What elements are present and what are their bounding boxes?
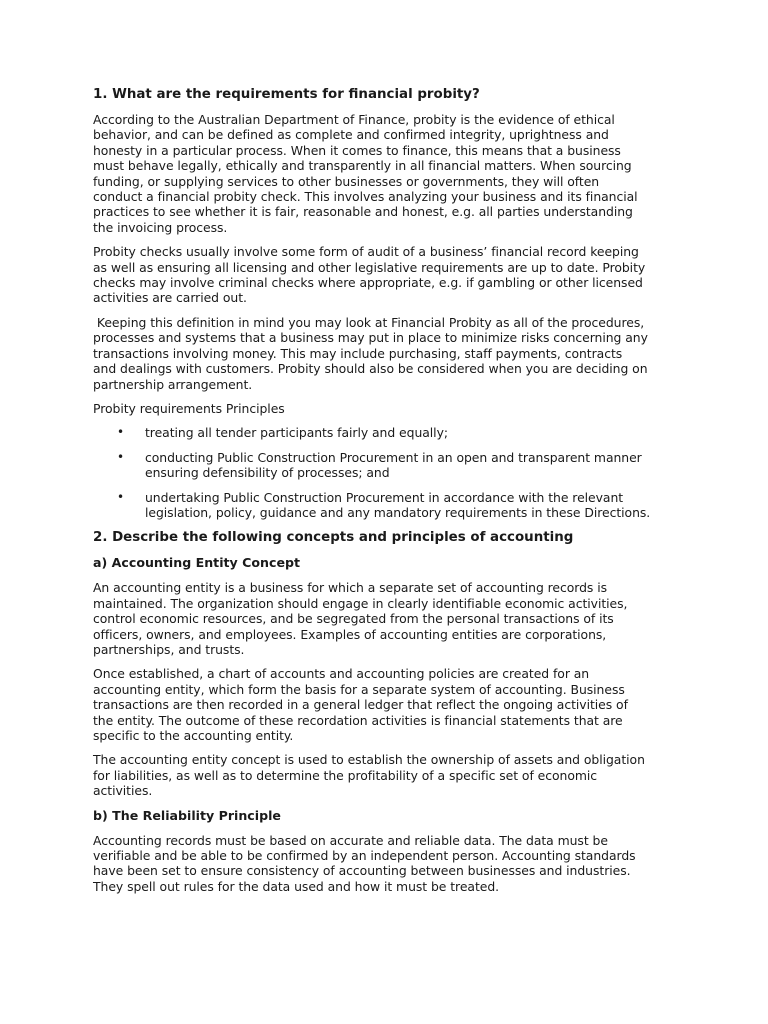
text-line: Probity requirements Principles [93,400,285,416]
text-line: behavior, and can be defined as complete and confirmed integrity, uprightness and [93,127,609,143]
text-line: The accounting entity concept is used to establish the ownership of assets and obligation [93,752,645,768]
text-line: transactions involving money. This may include purchasing, staff payments, contracts [93,345,623,361]
list-item [93,450,683,481]
chart-of-accounts-paragraph [93,666,683,743]
text-line: the invoicing process. [93,219,228,235]
bullet-icon: • [117,489,125,504]
probity-checks-paragraph [93,244,683,306]
accounting-entity-heading: a) Accounting Entity Concept [93,555,301,571]
text-line: legislation, policy, guidance and any mandatory requirements in these Directions. [145,504,651,520]
probity-principles-list [93,425,683,520]
text-line: Once established, a chart of accounts and accounting policies are created for an [93,666,590,682]
section-1-heading: 1. What are the requirements for financial probity? [93,87,480,102]
text-line: funding, or supplying services to other businesses or governments, they will often [93,173,600,189]
entity-concept-usage-paragraph [93,752,683,798]
text-line: conduct a financial probity check. This involves analyzing your business and its financial [93,189,638,205]
text-line: Probity checks usually involve some form of audit of a business’ financial record keeping [93,244,639,260]
text-line: processes and systems that a business may put in place to minimize risks concerning any [93,330,648,346]
text-line: have been set to ensure consistency of accounting between businesses and industries. [93,863,631,879]
text-line: Accounting records must be based on accurate and reliable data. The data must be [93,832,608,848]
reliability-principle-heading: b) The Reliability Principle [93,807,281,823]
text-line: partnerships, and trusts. [93,641,245,657]
accounting-entity-paragraph [93,580,683,657]
text-line: activities are carried out. [93,290,247,306]
text-line: officers, owners, and employees. Examples of accounting entities are corporations, [93,626,607,642]
text-line: maintained. The organization should engage in clearly identifiable economic activities, [93,595,628,611]
bullet-icon: • [117,449,125,464]
text-line: for liabilities, as well as to determine the profitability of a specific set of economic [93,767,598,783]
text-line: accounting entity, which form the basis for a separate system of accounting. Business [93,681,625,697]
text-line: must behave legally, ethically and transparently in all financial matters. When sourcing [93,158,632,174]
text-line: and dealings with customers. Probity should also be considered when you are deciding on [93,361,648,377]
text-line: checks may involve criminal checks where appropriate, e.g. if gambling or other licensed [93,275,643,291]
probity-principles-label [93,401,683,416]
text-line: partnership arrangement. [93,376,253,392]
text-line: According to the Australian Department of Finance, probity is the evidence of ethical [93,112,615,127]
section-2-heading: 2. Describe the following concepts and principles of accounting [93,530,574,546]
text-line: They spell out rules for the data used and how it must be treated. [93,878,500,894]
document-page [93,86,683,903]
text-line: the entity. The outcome of these recordation activities is financial statements that are [93,712,623,728]
text-line: practices to see whether it is fair, reasonable and honest, e.g. all parties understanding [93,204,633,220]
financial-probity-procedures-paragraph [93,315,683,392]
text-line: activities. [93,783,153,799]
list-item [93,425,683,440]
reliability-principle-paragraph [93,833,683,895]
text-line: verifiable and be able to be confirmed by an independent person. Accounting standards [93,848,636,864]
text-line: transactions are then recorded in a general ledger that reflect the ongoing activities of [93,697,628,713]
text-line: ensuring defensibility of processes; and [145,465,390,481]
text-line: honesty in a particular process. When it comes to finance, this means that a business [93,142,621,158]
text-line: conducting Public Construction Procurement in an open and transparent manner [145,449,642,465]
text-line: control economic resources, and be segregated from the personal transactions of its [93,611,614,627]
bullet-icon: • [117,425,125,440]
text-line: Keeping this definition in mind you may look at Financial Probity as all of the procedures, [93,314,645,330]
probity-definition-paragraph [93,112,683,235]
text-line: An accounting entity is a business for which a separate set of accounting records is [93,580,608,596]
section-financial-probity [93,86,683,520]
section-accounting-concepts [93,529,683,894]
text-line: specific to the accounting entity. [93,728,294,743]
text-line: undertaking Public Construction Procurement in accordance with the relevant [145,489,624,505]
text-line: as well as ensuring all licensing and other legislative requirements are up to date. Probity [93,259,646,275]
list-item [93,490,683,521]
text-line: treating all tender participants fairly and equally; [145,425,448,441]
